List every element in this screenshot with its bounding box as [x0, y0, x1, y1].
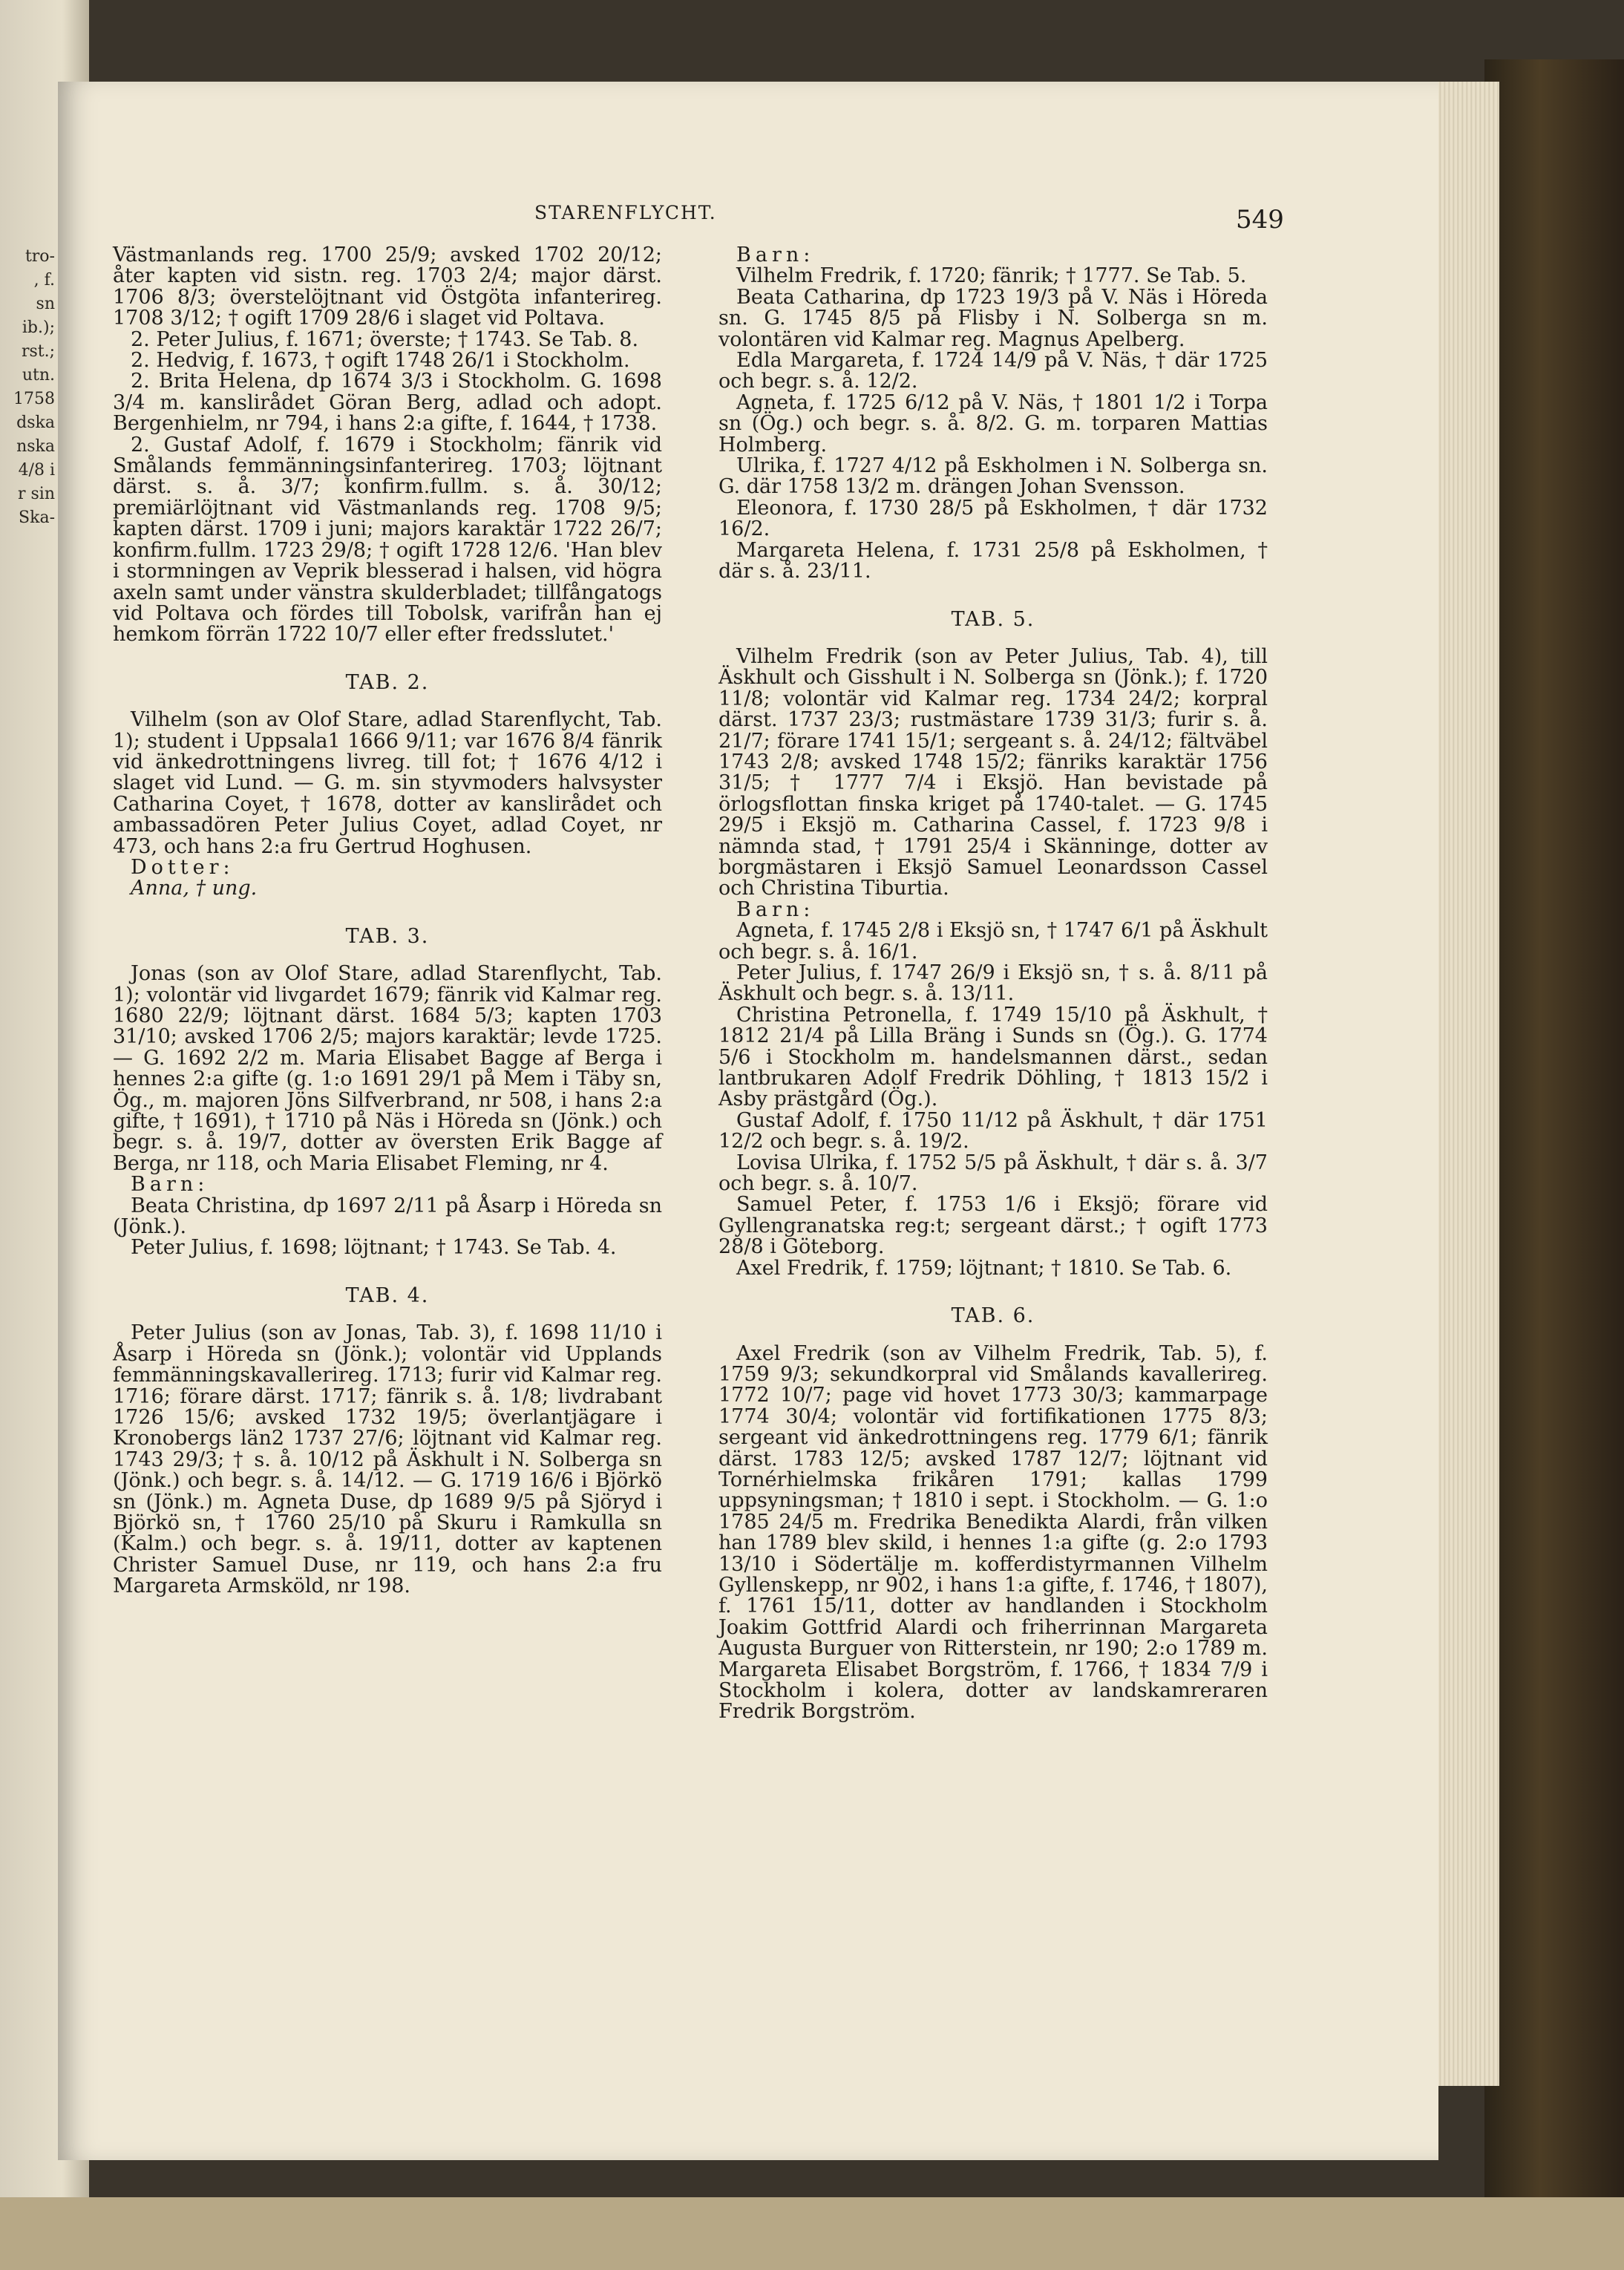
child-entry: Gustaf Adolf, f. 1750 11/12 på Äskhult, † där 1751 12/2 och begr. s. å. 19/2. — [718, 1108, 1268, 1154]
fragment-line: sn — [36, 295, 55, 313]
child-entry: Lovisa Ulrika, f. 1752 5/5 på Äskhult, † där s. å. 3/7 och begr. s. å. 10/7. — [718, 1151, 1268, 1196]
child-entry: Agneta, f. 1745 2/8 i Eksjö sn, † 1747 6/1 på Äskhult och begr. s. å. 16/1. — [718, 919, 1268, 964]
child-entry: Vilhelm Fredrik, f. 1720; fänrik; † 1777. Se Tab. 5. — [736, 264, 1247, 288]
paragraph: Västmanlands reg. 1700 25/9; avsked 1702 20/12; åter kapten vid sistn. reg. 1703 2/4; major därst. 1706 8/3; överstelöjtnant vid Östgöta infanterireg. 1708 3/12; † ogift 1709 28/6 i slaget vid Poltava. — [113, 243, 662, 330]
left-column — [113, 245, 662, 1597]
child-entry: Ulrika, f. 1727 4/12 på Eskholmen i N. Solberga sn. G. där 1758 13/2 m. drängen Johan Svensson. — [718, 454, 1268, 499]
paragraph: Jonas (son av Olof Stare, adlad Starenflycht, Tab. 1); volontär vid livgardet 1679; fänrik vid Kalmar reg. 1680 22/9; löjtnant därst. 1684 5/3; kapten 1703 31/10; avsked 1706 2/5; majors karaktär; levde 1725. — G. 1692 2/2 m. Maria Elisabet Bagge af Berga i hennes 2:a gifte (g. 1:o 1691 29/1 på Mem i Täby sn, Ög., m. majoren Jöns Silfverbrand, nr 508, i hans 2:a gifte, † 1691), † 1710 på Näs i Höreda sn (Jönk.) och begr. s. å. 19/7, dotter av översten Erik Bagge af Berga, nr 118, och Maria Elisabet Fleming, nr 4. — [113, 962, 662, 1175]
child-entry: Christina Petronella, f. 1749 15/10 på Äskhult, † 1812 21/4 på Lilla Bräng i Sunds sn (Ög.). G. 1774 5/6 i Stockholm m. handelsmannen därst., sedan lantbrukaren Adolf Fredrik Döhling, † 1813 15/2 i Asby prästgård (Ög.). — [718, 1003, 1268, 1111]
running-header: STARENFLYCHT. — [534, 202, 717, 223]
paragraph: 2. Hedvig, f. 1673, † ogift 1748 26/1 i Stockholm. — [131, 349, 630, 373]
child-entry: Eleonora, f. 1730 28/5 på Eskholmen, † där 1732 16/2. — [718, 496, 1268, 541]
paragraph: Peter Julius (son av Jonas, Tab. 3), f. 1698 11/10 i Åsarp i Höreda sn (Jönk.); volontär vid Upplands femmänningskavallerireg. 1713; furir vid Kalmar reg. 1716; förare därst. 1717; fänrik s. å. 1/8; livdrabant 1726 15/6; avsked 1732 19/5; överlantjägare i Kronobergs län2 1737 27/6; löjtnant vid Kalmar reg. 1743 29/3; † s. å. 10/12 på Äskhult i N. Solberga sn (Jönk.) och begr. s. å. 14/12. — G. 1719 16/6 i Björkö sn (Jönk.) m. Agneta Duse, dp 1689 9/5 på Sjöryd i Björkö sn, † 1760 25/10 på Skuru i Ramkulla sn (Kalm.) och begr. s. å. 19/11, dotter av kaptenen Christer Samuel Duse, nr 119, och hans 2:a fru Margareta Armsköld, nr 198. — [113, 1321, 662, 1598]
fragment-line: utn. — [22, 366, 55, 385]
children-label: Barn: — [736, 897, 815, 921]
fragment-line: rst.; — [21, 342, 55, 361]
fragment-line: ib.); — [22, 318, 55, 337]
paragraph: Axel Fredrik (son av Vilhelm Fredrik, Tab. 5), f. 1759 9/3; sekundkorpral vid Smålands kavallerireg. 1772 10/7; page vid hovet 1773 30/3; kammarpage 1774 30/4; volontär vid fortifikationen 1775 8/3; sergeant vid änkedrottningens reg. 1779 6/1; fänrik därst. 1783 12/5; avsked 1787 12/7; löjtnant vid Tornérhielmska frikåren 1791; kallas 1799 uppsyningsman; † 1810 i sept. i Stockholm. — G. 1:o 1785 24/5 m. Fredrika Benedikta Alardi, från vilken han 1789 blev skild, i hennes 1:a gifte (g. 2:o 1793 13/10 i Södertälje m. kofferdistyrmannen Vilhelm Gyllenskepp, nr 902, i hans 1:a gifte, f. 1746, † 1807), f. 1761 15/11, dotter av handlanden i Stockholm Joakim Gottfrid Alardi och friherrinnan Margareta Augusta Burguer von Ritterstein, nr 190; 2:o 1789 m. Margareta Elisabet Borgström, f. 1766, † 1834 7/9 i Stockholm i kolera, dotter av landskamreraren Fredrik Borgström. — [718, 1341, 1268, 1724]
section-heading: TAB. 6. — [951, 1304, 1035, 1328]
child-entry: Peter Julius, f. 1747 26/9 i Eksjö sn, † s. å. 8/11 på Äskhult och begr. s. å. 13/11. — [718, 961, 1268, 1006]
fragment-line: dska — [16, 413, 55, 432]
child-entry: Peter Julius, f. 1698; löjtnant; † 1743. Se Tab. 4. — [131, 1236, 617, 1260]
fragment-line: r sin — [17, 485, 55, 503]
book-cover — [1484, 59, 1624, 2212]
paragraph: Vilhelm (son av Olof Stare, adlad Starenflycht, Tab. 1); student i Uppsala1 1666 9/11; var 1676 8/4 fänrik vid änkedrottningens livreg. till fot; † 1676 4/12 i slaget vid Lund. — G. m. sin styvmoders halvsyster Catharina Coyet, † 1678, dotter av kanslirådet och ambassadören Peter Julius Coyet, adlad Coyet, nr 473, och hans 2:a fru Gertrud Hoghusen. — [113, 708, 662, 858]
paragraph: 2. Brita Helena, dp 1674 3/3 i Stockholm. G. 1698 3/4 m. kanslirådet Göran Berg, adlad och adopt. Bergenhielm, nr 794, i hans 2:a gifte, f. 1644, † 1738. — [113, 370, 662, 436]
page-stack-edge — [1433, 82, 1499, 2086]
section-heading: TAB. 2. — [345, 670, 430, 694]
paragraph: 2. Gustaf Adolf, f. 1679 i Stockholm; fänrik vid Smålands femmänningsinfanterireg. 1703; löjtnant därst. s. å. 3/7; konfirm.fullm. s. å. 30/12; premiärlöjtnant vid Västmanlands reg. 1708 9/5; kapten därst. 1709 i juni; majors karaktär 1722 26/7; konfirm.fullm. 1723 29/8; † ogift 1728 12/6. 'Han blev i stormningen av Veprik blesserad i halsen, vid högra axeln samt under vänstra skulderbladet; tillfångatogs vid Poltava och fördes till Tobolsk, varifrån han ej hemkom förrän 1722 10/7 eller efter fredsslutet.' — [113, 433, 662, 647]
paragraph: 2. Peter Julius, f. 1671; överste; † 1743. Se Tab. 8. — [131, 327, 639, 351]
right-column — [718, 245, 1268, 1723]
child-entry: Beata Catharina, dp 1723 19/3 på V. Näs i Höreda sn. G. 1745 8/5 på Flisby i N. Solberga sn m. volontären vid Kalmar reg. Magnus Apelberg. — [718, 285, 1268, 351]
fragment-line: Ska- — [19, 508, 55, 527]
fragment-line: 4/8 i — [18, 461, 55, 480]
children-label: Dotter: — [131, 855, 235, 879]
child-entry: Anna, † ung. — [131, 877, 258, 900]
fragment-line: , f. — [33, 271, 55, 290]
child-entry: Margareta Helena, f. 1731 25/8 på Eskholmen, † där s. å. 23/11. — [718, 538, 1268, 583]
child-entry: Edla Margareta, f. 1724 14/9 på V. Näs, † där 1725 och begr. s. å. 12/2. — [718, 349, 1268, 393]
scan-background — [0, 2197, 1624, 2270]
child-entry: Beata Christina, dp 1697 2/11 på Åsarp i Höreda sn (Jönk.). — [113, 1194, 662, 1239]
page-number: 549 — [1236, 205, 1284, 235]
fragment-line: 1758 — [13, 390, 55, 408]
fragment-line: tro- — [24, 247, 55, 266]
fragment-line: nska — [16, 437, 55, 456]
section-heading: TAB. 3. — [345, 924, 430, 948]
child-entry: Agneta, f. 1725 6/12 på V. Näs, † 1801 1/2 i Torpa sn (Ög.) och begr. s. å. 8/2. G. m. torparen Mattias Holmberg. — [718, 390, 1268, 457]
child-entry: Samuel Peter, f. 1753 1/6 i Eksjö; förare vid Gyllengranatska reg:t; sergeant därst.; † ogift 1773 28/8 i Göteborg. — [718, 1193, 1268, 1259]
facing-page-fragments — [0, 245, 58, 2027]
paragraph: Vilhelm Fredrik (son av Peter Julius, Tab. 4), till Äskhult och Gisshult i N. Solberga sn (Jönk.); f. 1720 11/8; volontär vid Kalmar reg. 1734 24/2; korpral därst. 1737 23/3; rustmästare 1739 31/3; furir s. å. 21/7; förare 1741 15/1; sergeant s. å. 24/12; fältväbel 1743 2/8; avsked 1748 15/2; fänriks karaktär 1756 31/5; † 1777 7/4 i Eksjö. Han bevistade på örlogsflottan finska kriget på 1740-talet. — G. 1745 29/5 i Eksjö m. Catharina Cassel, f. 1723 9/8 i nämnda stad, † 1791 25/4 i Skänninge, dotter av borgmästaren i Eksjö Samuel Leonardsson Cassel och Christina Tiburtia. — [718, 644, 1268, 900]
section-heading: TAB. 5. — [951, 607, 1035, 631]
section-heading: TAB. 4. — [345, 1283, 430, 1307]
children-label: Barn: — [736, 243, 815, 266]
children-label: Barn: — [131, 1173, 209, 1197]
child-entry: Axel Fredrik, f. 1759; löjtnant; † 1810. Se Tab. 6. — [736, 1256, 1232, 1280]
